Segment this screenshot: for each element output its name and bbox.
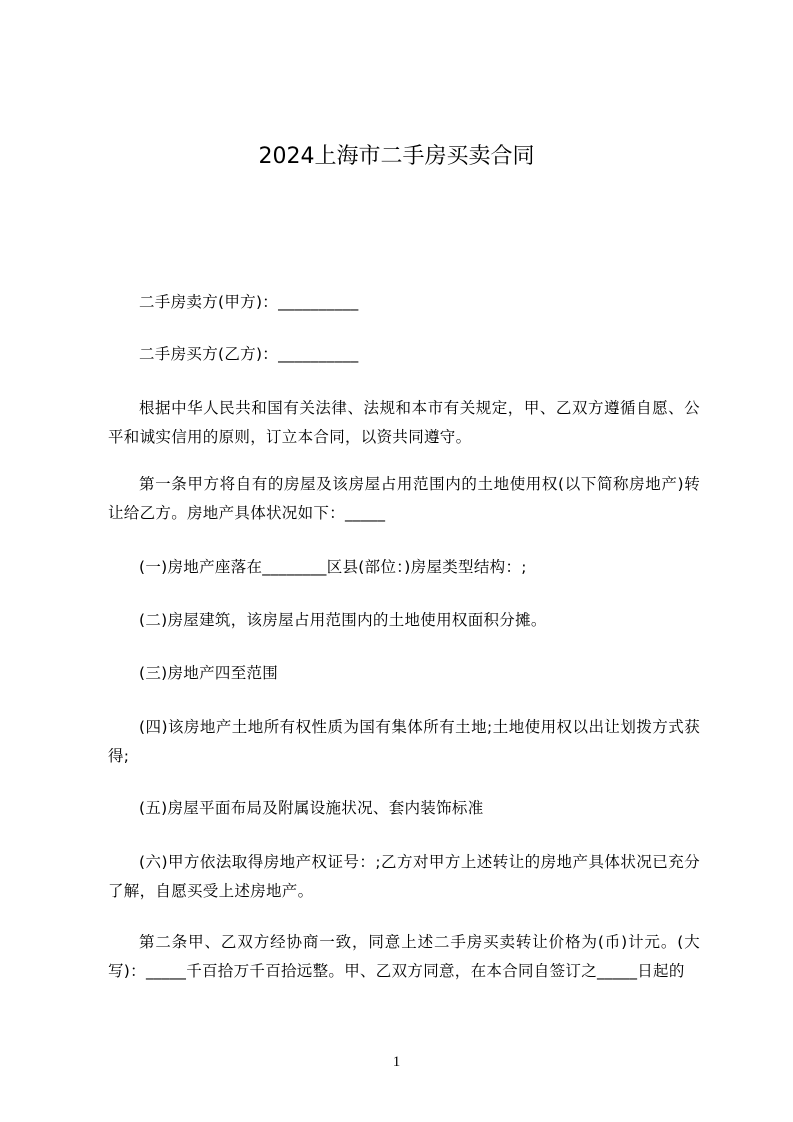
clause-5-paragraph: (五)房屋平面布局及附属设施状况、套内装饰标准 [139, 799, 484, 817]
article-1-paragraph: 第一条甲方将自有的房屋及该房屋占用范围内的土地使用权(以下简称房地产)转让给乙方。房地产具体状况如下：_____ [108, 475, 700, 522]
page-number: 1 [392, 1054, 401, 1070]
seller-line: 二手房卖方(甲方)：__________ [139, 293, 359, 311]
clause-4-paragraph: (四)该房地产土地所有权性质为国有集体所有土地;土地使用权以出让划拨方式获得; [108, 718, 700, 765]
clause-6-paragraph: (六)甲方依法取得房地产权证号：;乙方对甲方上述转让的房地产具体状况已充分了解，自愿买受上述房地产。 [108, 853, 700, 900]
clause-1-paragraph: (一)房地产座落在________区县(部位：)房屋类型结构：; [139, 558, 527, 576]
article-2-paragraph: 第二条甲、乙双方经协商一致，同意上述二手房买卖转让价格为(币)计元。(大写)：_____千百拾万千百拾远整。甲、乙双方同意，在本合同自签订之_____日起的 [108, 933, 700, 980]
buyer-line: 二手房买方(乙方)：__________ [139, 345, 359, 363]
preamble-paragraph: 根据中华人民共和国有关法律、法规和本市有关规定，甲、乙双方遵循自愿、公平和诚实信用的原则，订立本合同，以资共同遵守。 [108, 399, 700, 446]
document-title: 2024上海市二手房买卖合同 [258, 144, 535, 169]
clause-3-paragraph: (三)房地产四至范围 [139, 664, 279, 682]
clause-2-paragraph: (二)房屋建筑，该房屋占用范围内的土地使用权面积分摊。 [139, 611, 547, 629]
